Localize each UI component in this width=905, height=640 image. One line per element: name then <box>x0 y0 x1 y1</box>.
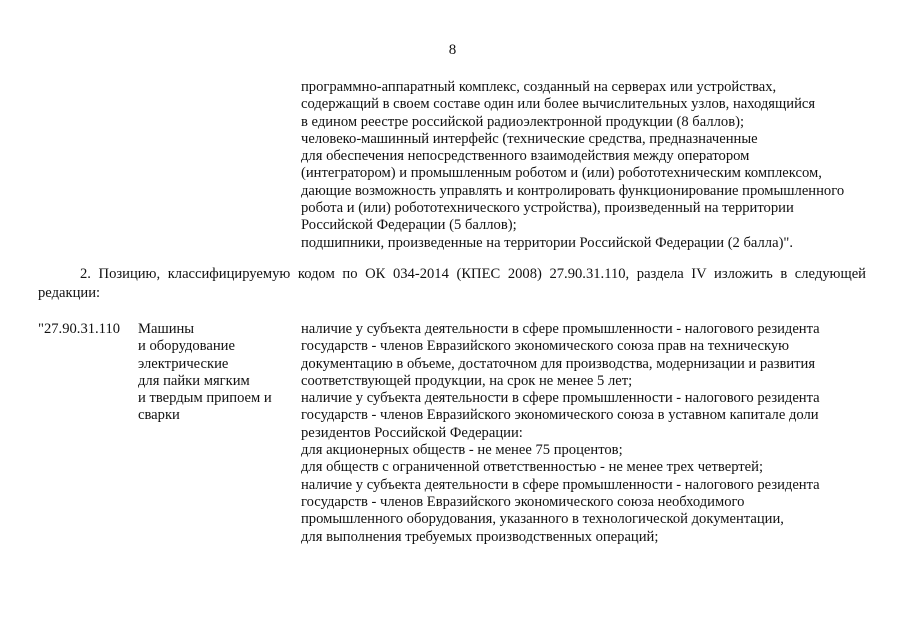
requirement-line: государств - членов Евразийского экономического союза прав на техническую <box>301 338 790 355</box>
requirement-line: документацию в объеме, достаточном для производства, модернизации и развития <box>301 355 816 372</box>
requirement-line: государств - членов Евразийского экономического союза необходимого <box>301 493 745 510</box>
text-line: дающие возможность управлять и контролировать функционирование промышленного <box>301 182 845 199</box>
text-line: робота и (или) робототехнического устройства), произведенный на территории <box>301 200 794 217</box>
text-line: подшипники, произведенные на территории Российской Федерации (2 балла)". <box>301 234 794 251</box>
text-line: в едином реестре российской радиоэлектронной продукции (8 баллов); <box>301 113 744 130</box>
requirement-line: государств - членов Евразийского экономического союза в уставном капитале доли <box>301 407 819 424</box>
requirement-line: резидентов Российской Федерации: <box>301 424 523 441</box>
requirement-line: наличие у субъекта деятельности в сфере промышленности - налогового резидента <box>301 321 820 337</box>
page-number: 8 <box>448 42 457 58</box>
name-line: и оборудование <box>138 338 235 355</box>
name-line: Машины <box>138 321 195 337</box>
amendment-paragraph <box>38 265 866 302</box>
text-line: содержащий в своем составе один или более вычислительных узлов, находящийся <box>301 96 816 113</box>
requirement-line: наличие у субъекта деятельности в сфере промышленности - налогового резидента <box>301 390 820 407</box>
entry-requirements <box>301 321 820 546</box>
requirement-line: промышленного оборудования, указанного в технологической документации, <box>301 511 784 528</box>
name-line: сварки <box>138 407 180 424</box>
continuation-text <box>301 79 881 252</box>
entry-code: "27.90.31.110 <box>38 321 121 337</box>
text-line: для обеспечения непосредственного взаимодействия между оператором <box>301 148 750 165</box>
text-line: человеко-машинный интерфейс (технические средства, предназначенные <box>301 130 758 147</box>
text-line: (интегратором) и промышленным роботом и (или) робототехническим комплексом, <box>301 165 822 182</box>
requirement-line: для акционерных обществ - не менее 75 процентов; <box>301 442 623 459</box>
requirement-line: для выполнения требуемых производственных операций; <box>301 528 659 545</box>
text-line: Российской Федерации (5 баллов); <box>301 217 517 234</box>
text-line: программно-аппаратный комплекс, созданный на серверах или устройствах, <box>301 79 777 95</box>
name-line: электрические <box>138 355 229 372</box>
paragraph-line: редакции: <box>38 284 101 301</box>
name-line: для пайки мягким <box>138 372 250 389</box>
name-line: и твердым припоем и <box>138 390 272 407</box>
requirement-line: соответствующей продукции, на срок не менее 5 лет; <box>301 372 633 389</box>
requirement-line: наличие у субъекта деятельности в сфере промышленности - налогового резидента <box>301 476 820 493</box>
requirement-line: для обществ с ограниченной ответственностью - не менее трех четвертей; <box>301 459 764 476</box>
paragraph-line: 2. Позицию, классифицируемую кодом по ОК 034-2014 (КПЕС 2008) 27.90.31.110, раздела IV изложить в следующей <box>80 266 866 282</box>
entry-name <box>138 321 272 425</box>
